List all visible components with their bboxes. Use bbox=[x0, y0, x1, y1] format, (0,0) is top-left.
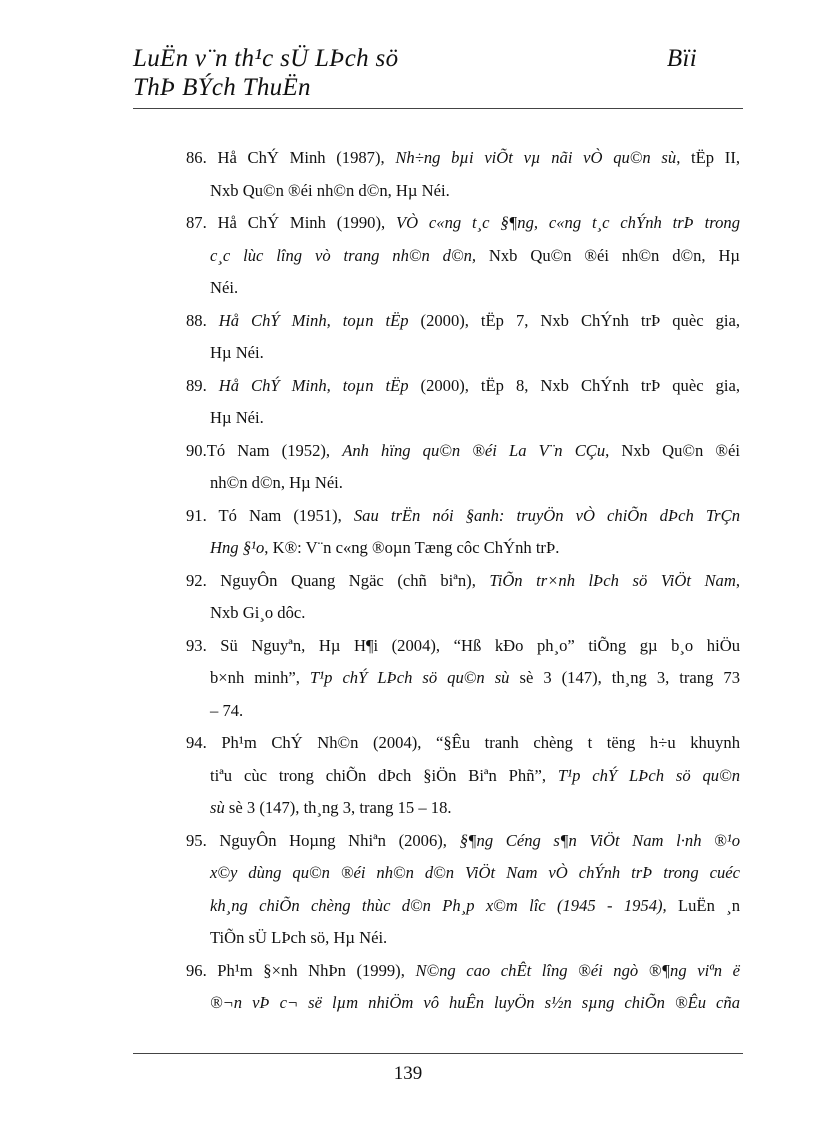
header-line-1 bbox=[133, 44, 743, 73]
reference-line bbox=[186, 857, 740, 890]
reference-line bbox=[186, 500, 740, 533]
reference-text: , K®: V¨n c«ng ®oµn Tæng côc ChÝnh trÞ. bbox=[264, 538, 560, 557]
reference-text: 94. Ph¹m ChÝ Nh©n (2004), “§Êu tranh chèng t tëng h÷u khuynh bbox=[186, 733, 740, 752]
reference-line bbox=[186, 337, 740, 370]
reference-text: 92. NguyÔn Quang Ngäc (chñ biªn), bbox=[186, 570, 490, 590]
reference-title-text: T¹p chÝ LÞch sö qu©n sù bbox=[309, 668, 510, 687]
reference-title-text: x©y dùng qu©n ®éi nh©n d©n ViÖt Nam vÒ chÝnh trÞ trong cuéc bbox=[210, 863, 740, 882]
reference-text: 89. bbox=[186, 375, 219, 395]
reference-title-text: Sau trËn nói §anh: truyÖn vÒ chiÕn dÞch TrÇn bbox=[353, 505, 740, 525]
reference-line bbox=[186, 240, 740, 273]
reference-text: Nxb Qu©n ®éi nh©n d©n, Hµ Néi. bbox=[210, 180, 450, 200]
reference-text: 87. Hå ChÝ Minh (1990), bbox=[186, 213, 396, 232]
reference-title-text: Nh÷ng bµi viÕt vµ nãi vÒ qu©n sù bbox=[395, 148, 677, 167]
reference-text: nh©n d©n, Hµ Néi. bbox=[210, 473, 343, 492]
reference-title-text: Hå ChÝ Minh, toµn tËp bbox=[218, 375, 409, 395]
reference-line bbox=[186, 760, 740, 793]
reference-line bbox=[186, 467, 740, 500]
reference-line bbox=[186, 597, 740, 630]
reference-entry bbox=[186, 370, 740, 435]
reference-line bbox=[186, 695, 740, 728]
reference-line bbox=[186, 272, 740, 305]
reference-entry bbox=[186, 825, 740, 955]
reference-line bbox=[186, 565, 740, 598]
reference-entry bbox=[186, 565, 740, 630]
reference-text: 88. bbox=[186, 310, 219, 330]
reference-text: (2000), tËp 8, Nxb ChÝnh trÞ quèc gia, bbox=[408, 375, 740, 395]
reference-text: tiªu cùc trong chiÕn dÞch §iÖn Biªn Phñ”, bbox=[210, 765, 558, 785]
reference-line bbox=[186, 825, 740, 858]
reference-entry bbox=[186, 207, 740, 305]
reference-line bbox=[186, 630, 740, 663]
reference-text: Nxb Qu©n ®éi nh©n d©n, Hµ bbox=[488, 245, 740, 265]
page-header bbox=[133, 44, 743, 102]
reference-line bbox=[186, 662, 740, 695]
reference-line bbox=[186, 922, 740, 955]
reference-text: 86. Hå ChÝ Minh (1987), bbox=[186, 148, 396, 167]
reference-text: , tËp II, bbox=[676, 148, 741, 167]
reference-title-text: c¸c lùc lîng vò trang nh©n d©n, bbox=[210, 245, 489, 265]
footer-rule bbox=[133, 1053, 743, 1054]
reference-line bbox=[186, 532, 740, 565]
reference-title-text: §¶ng Céng s¶n ViÖt Nam l·nh ®¹o bbox=[459, 830, 740, 850]
reference-line bbox=[186, 305, 740, 338]
reference-title-text: sù bbox=[210, 798, 225, 817]
reference-title-text: T¹p chÝ LÞch sö qu©n bbox=[557, 765, 740, 785]
reference-text: (2000), tËp 7, Nxb ChÝnh trÞ quèc gia, bbox=[408, 310, 740, 330]
reference-entry bbox=[186, 630, 740, 728]
reference-text: 96. Ph¹m §×nh NhÞn (1999), bbox=[186, 960, 416, 980]
reference-line bbox=[186, 987, 740, 1020]
reference-line bbox=[186, 175, 740, 208]
page-number: 139 bbox=[393, 1063, 423, 1084]
reference-text: Hµ Néi. bbox=[210, 343, 264, 362]
reference-line bbox=[186, 402, 740, 435]
reference-entry bbox=[186, 305, 740, 370]
reference-text: Hµ Néi. bbox=[210, 408, 264, 427]
reference-line bbox=[186, 370, 740, 403]
header-thesis-title: LuËn v¨n th¹c sÜ LÞch sö bbox=[133, 45, 399, 72]
reference-entry bbox=[186, 142, 740, 207]
reference-title-text: N©ng cao chÊt lîng ®éi ngò ®¶ng viªn ë bbox=[415, 960, 740, 980]
reference-line bbox=[186, 727, 740, 760]
reference-text: 93. Sü Nguyªn, Hµ H¶i (2004), “Hß kÐo ph¸o” tiÕng gµ b¸o hiÖu bbox=[186, 635, 740, 655]
reference-text: 90.Tó Nam (1952), bbox=[186, 440, 343, 460]
reference-text: 91. Tó Nam (1951), bbox=[186, 505, 354, 525]
reference-title-text: Hå ChÝ Minh, toµn tËp bbox=[218, 310, 409, 330]
reference-title-text: ®¬n vÞ c¬ së lµm nhiÖm vô huÊn luyÖn s½n sµng chiÕn ®Êu cña bbox=[210, 993, 740, 1012]
reference-text: TiÕn sÜ LÞch sö, Hµ Néi. bbox=[210, 928, 388, 947]
header-rule bbox=[133, 108, 743, 109]
reference-text: Nxb Gi¸o dôc. bbox=[210, 603, 306, 622]
reference-text: sè 3 (147), th¸ng 3, trang 73 bbox=[509, 668, 740, 687]
reference-line bbox=[186, 207, 740, 240]
reference-text: Néi. bbox=[210, 278, 239, 297]
reference-title-text: Anh hïng qu©n ®éi La V¨n CÇu bbox=[342, 440, 606, 460]
reference-title-text: VÒ c«ng t¸c §¶ng, c«ng t¸c chÝnh trÞ trong bbox=[395, 213, 740, 232]
reference-text: b×nh minh”, bbox=[210, 668, 310, 687]
reference-title-text: kh¸ng chiÕn chèng thùc d©n Ph¸p x©m lîc (1945 - 1954), bbox=[210, 895, 667, 915]
reference-text: , bbox=[735, 570, 740, 590]
reference-text: 95. NguyÔn Hoµng Nhiªn (2006), bbox=[186, 830, 460, 850]
reference-entry bbox=[186, 727, 740, 825]
reference-line bbox=[186, 435, 740, 468]
reference-text: – 74. bbox=[210, 700, 244, 720]
reference-line bbox=[186, 890, 740, 923]
reference-line bbox=[186, 142, 740, 175]
reference-entry bbox=[186, 435, 740, 500]
reference-title-text: Hng §¹o bbox=[210, 538, 265, 557]
reference-text: LuËn ¸n bbox=[666, 895, 740, 915]
reference-text: , Nxb Qu©n ®éi bbox=[605, 440, 740, 460]
reference-text: sè 3 (147), th¸ng 3, trang 15 – 18. bbox=[224, 798, 452, 817]
reference-line bbox=[186, 792, 740, 825]
reference-title-text: TiÕn tr×nh lÞch sö ViÖt Nam bbox=[489, 570, 736, 590]
reference-entry bbox=[186, 500, 740, 565]
reference-entry bbox=[186, 955, 740, 1020]
reference-list bbox=[186, 142, 740, 1020]
reference-line bbox=[186, 955, 740, 988]
header-author-surname: Bïi bbox=[666, 45, 697, 72]
header-author-name: ThÞ BÝch ThuËn bbox=[133, 74, 311, 101]
